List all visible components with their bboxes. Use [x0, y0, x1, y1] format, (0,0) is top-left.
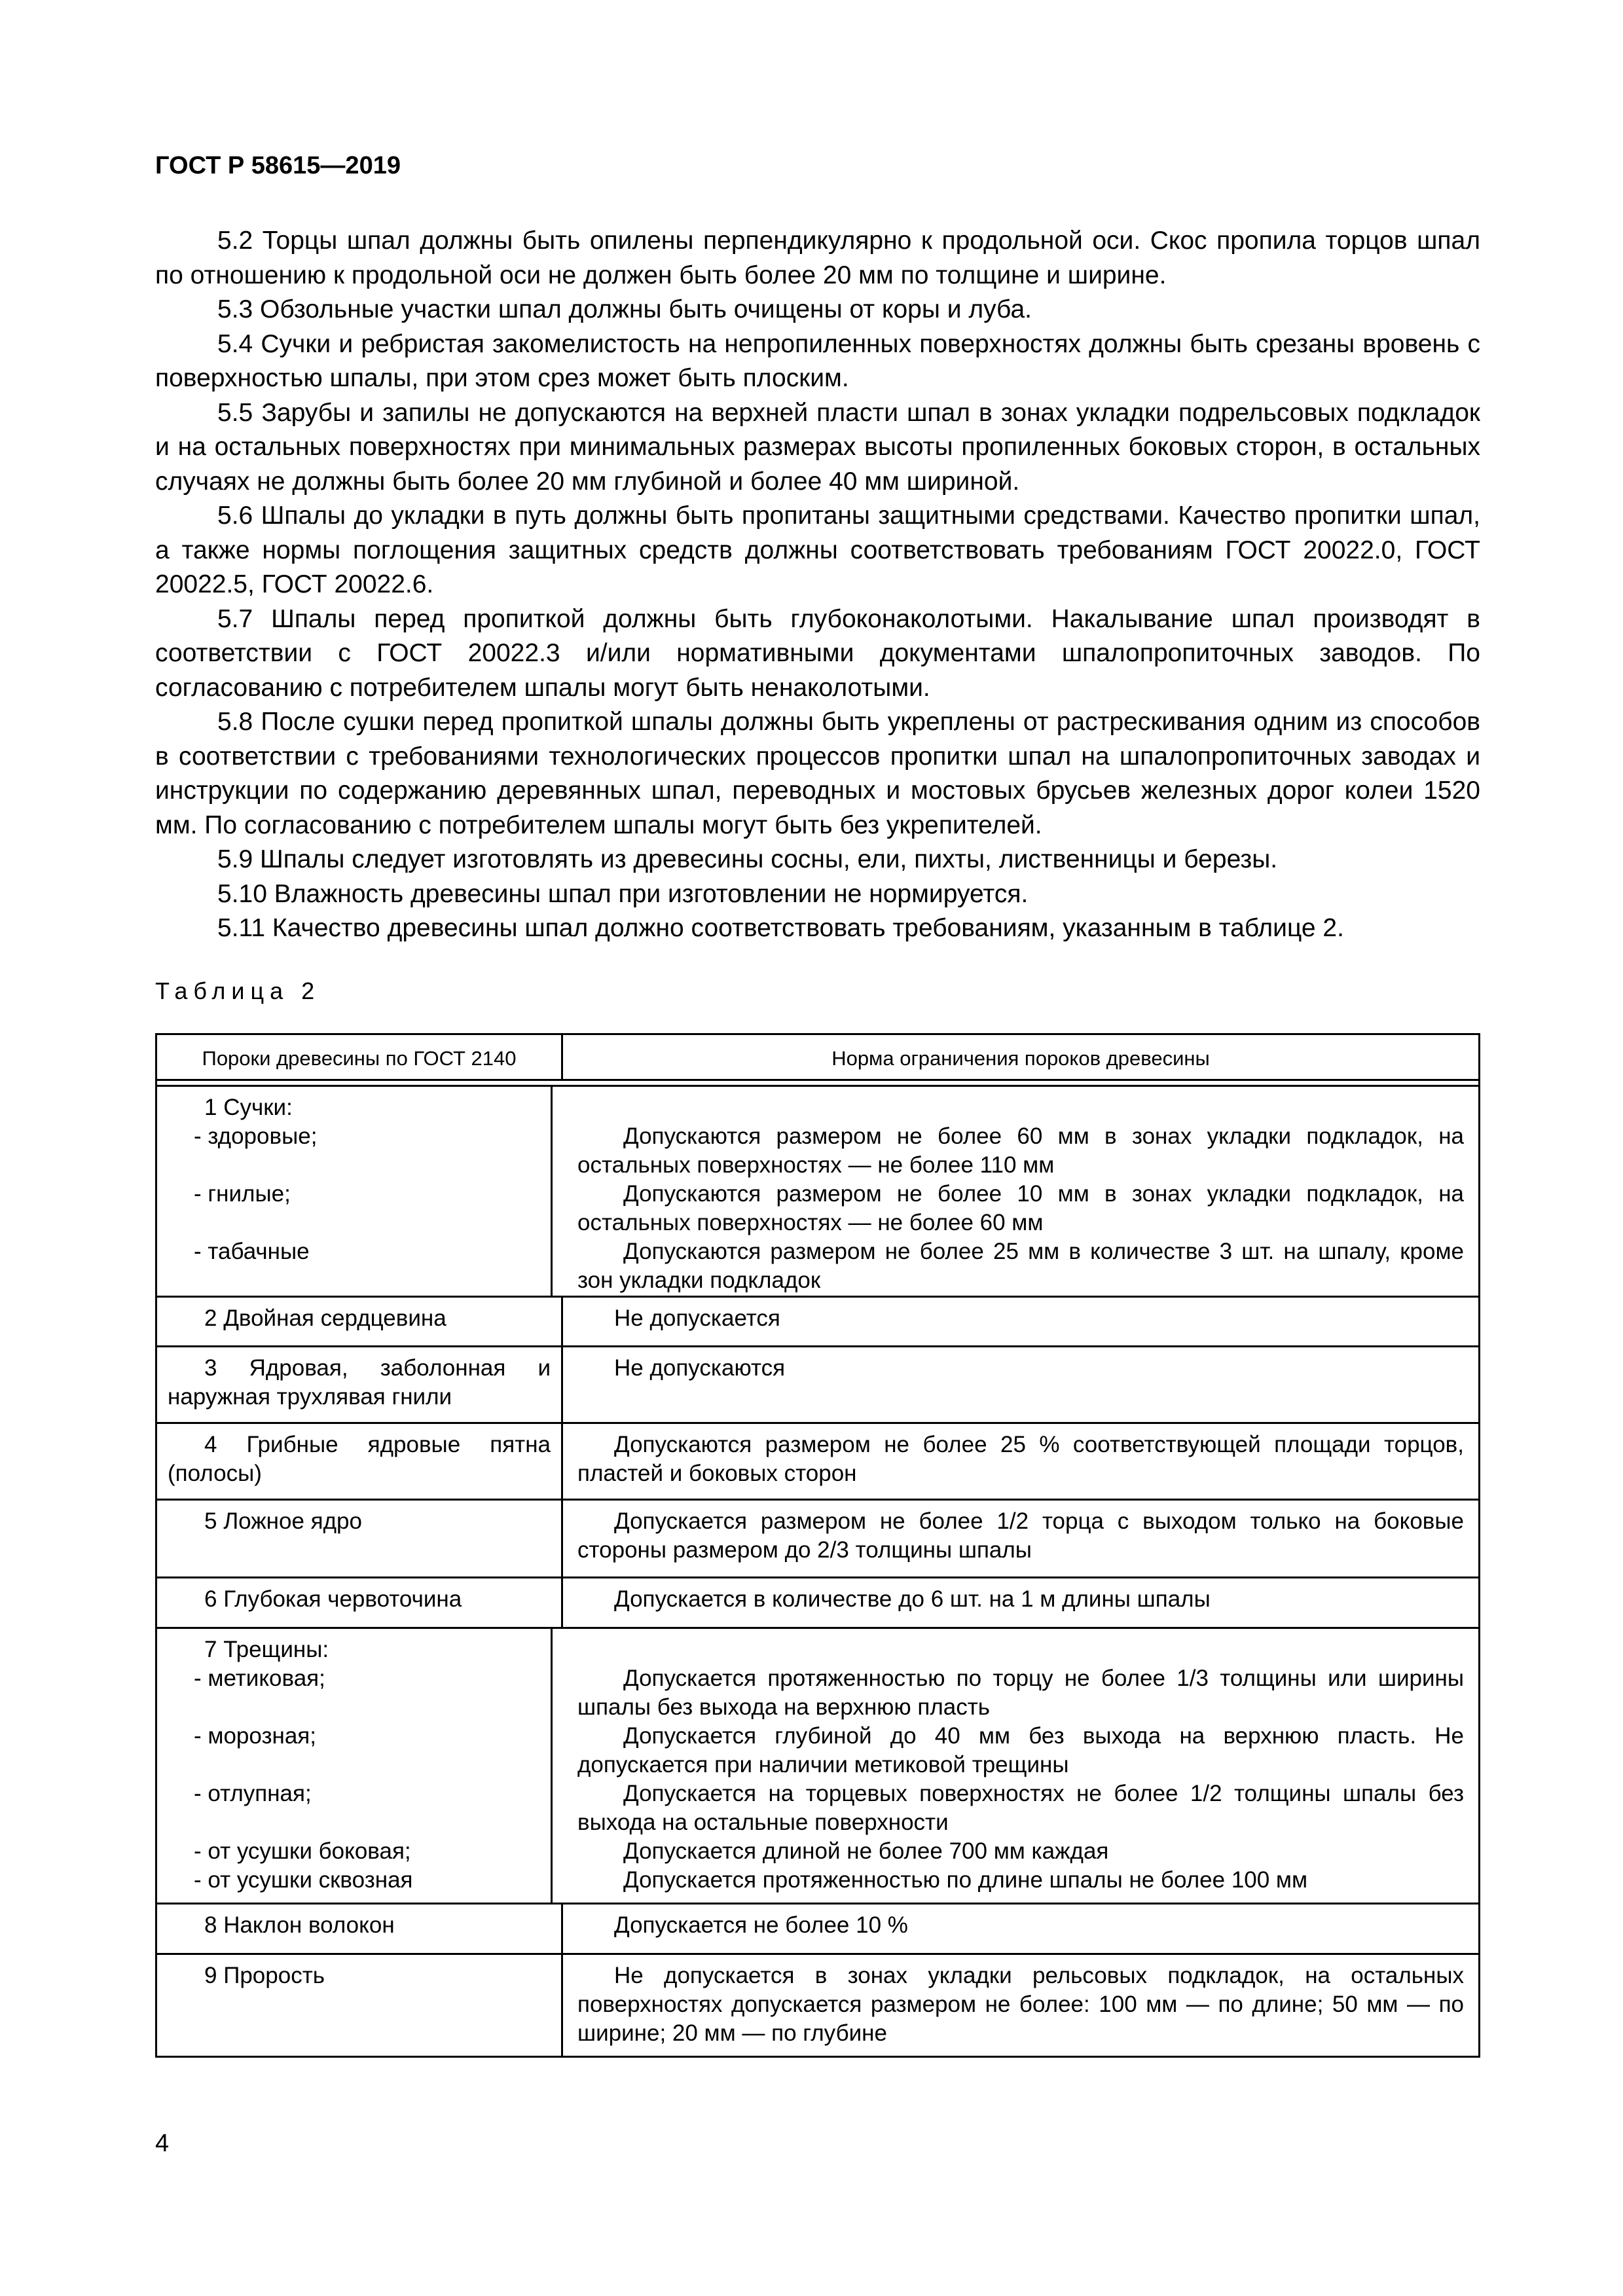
column-header-defects: Пороки древесины по ГОСТ 2140	[157, 1035, 563, 1079]
document-header: ГОСТ Р 58615—2019	[155, 152, 401, 179]
defects-table	[155, 1033, 1480, 2058]
sub-row: - гнилые; Допускаются размером не более 10 мм в зонах укладки подкладок, на остальных поверхностях — не более 60 мм	[194, 1181, 1464, 1235]
paragraph-5-5: 5.5 Зарубы и запилы не допускаются на верхней пласти шпал в зонах укладки подрельсовых подкладок и на остальных поверхностях при минимальных размерах высоты пропиленных боковых сторон, в остальных случаях не должны быть более 20 мм глубиной и более 40 мм шириной.	[155, 398, 1480, 496]
table-row	[157, 1085, 1478, 1296]
sub-row: - отлупная; Допускается на торцевых поверхностях не более 1/2 толщины шпалы без выхода на остальные поверхности	[194, 1781, 1464, 1835]
paragraph-5-9: 5.9 Шпалы следует изготовлять из древесины сосны, ели, пихты, лиственницы и березы.	[217, 845, 1278, 873]
sub-row: - от усушки сквозная Допускается протяженностью по длине шпалы не более 100 мм	[194, 1867, 1308, 1893]
paragraph-5-7: 5.7 Шпалы перед пропиткой должны быть глубоконаколотыми. Накалывание шпал производят в соответствии с ГОСТ 20022.3 и/или нормативными документами шпалопропиточных заводов. По согласованию с потребителем шпалы могут быть ненаколотыми.	[155, 604, 1480, 702]
table-header-row	[157, 1035, 1478, 1081]
sub-row: - морозная; Допускается глубиной до 40 мм без выхода на верхнюю пласть. Не допускается при наличии метиковой трещины	[194, 1723, 1464, 1777]
column-header-norm: Норма ограничения пороков древесины	[831, 1047, 1210, 1070]
paragraph-5-3: 5.3 Обзольные участки шпал должны быть очищены от коры и луба.	[217, 295, 1032, 323]
table-row: 2 Двойная сердцевина Не допускается	[157, 1296, 1478, 1345]
sub-row: - от усушки боковая; Допускается длиной не более 700 мм каждая	[194, 1838, 1109, 1864]
paragraph-5-10: 5.10 Влажность древесины шпал при изготовлении не нормируется.	[217, 879, 1029, 908]
sub-row: - табачные Допускаются размером не более 25 мм в количестве 3 шт. на шпалу, кроме зон укладки подкладок	[194, 1239, 1464, 1293]
table-row	[157, 1627, 1478, 1903]
paragraph-5-8: 5.8 После сушки перед пропиткой шпалы должны быть укреплены от растрескивания одним из способов в соответствии с требованиями технологических процессов пропитки шпал на шпалопропиточных заводах и инструкции по содержанию деревянных шпал, переводных и мостовых брусьев железных дорог колеи 1520 мм. По согласованию с потребителем шпалы могут быть без укрепителей.	[155, 708, 1480, 839]
row-title: 1 Сучки:	[204, 1095, 293, 1120]
paragraph-5-11: 5.11 Качество древесины шпал должно соответствовать требованиям, указанным в таблице 2.	[217, 914, 1344, 942]
paragraph-5-6: 5.6 Шпалы до укладки в путь должны быть пропитаны защитными средствами. Качество пропитки шпал, а также нормы поглощения защитных средств должны соответствовать требованиям ГОСТ 20022.0, ГОСТ 20022.5, ГОСТ 20022.6.	[155, 501, 1480, 598]
table-caption: Таблица 2	[155, 977, 321, 1004]
paragraph-5-2: 5.2 Торцы шпал должны быть опилены перпендикулярно к продольной оси. Скос пропила торцов шпал по отношению к продольной оси не должен быть более 20 мм по толщине и ширине.	[155, 227, 1480, 289]
table-row: 8 Наклон волокон Допускается не более 10 %	[157, 1903, 1478, 1953]
sub-row: - метиковая; Допускается протяженностью по торцу не более 1/3 толщины или ширины шпалы без выхода на верхнюю пласть	[194, 1666, 1464, 1720]
table-row: 6 Глубокая червоточина Допускается в количестве до 6 шт. на 1 м длины шпалы	[157, 1576, 1478, 1627]
row-title: 7 Трещины:	[204, 1637, 329, 1662]
table-row: 9 Прорость Не допускается в зонах укладки рельсовых подкладок, на остальных поверхностях допускается размером не более: 100 мм — по длине; 50 мм — по ширине; 20 мм — по глубине	[157, 1953, 1478, 2056]
table-row: 4 Грибные ядровые пятна (полосы) Допускаются размером не более 25 % соответствующей площади торцов, пластей и боковых сторон	[157, 1422, 1478, 1499]
page-number: 4	[155, 2130, 170, 2157]
paragraph-5-4: 5.4 Сучки и ребристая закомелистость на непропиленных поверхностях должны быть срезаны вровень с поверхностью шпалы, при этом срез может быть плоским.	[155, 329, 1480, 392]
sub-row: - здоровые; Допускаются размером не более 60 мм в зонах укладки подкладок, на остальных поверхностях — не более 110 мм	[194, 1123, 1464, 1178]
table-row: 5 Ложное ядро Допускается размером не более 1/2 торца с выходом только на боковые стороны размером до 2/3 толщины шпалы	[157, 1499, 1478, 1576]
body-text	[155, 224, 1480, 946]
table-row: 3 Ядровая, заболонная и наружная трухлявая гнили Не допускаются	[157, 1345, 1478, 1422]
